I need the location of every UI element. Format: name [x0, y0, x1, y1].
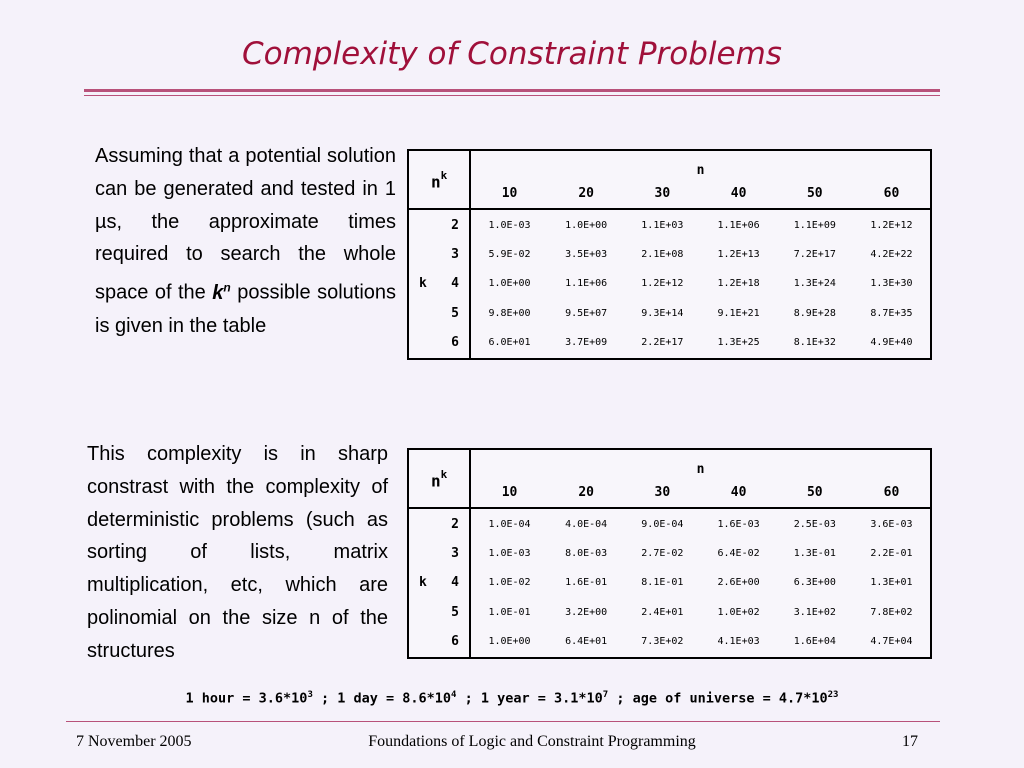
table-cell: 9.0E-04: [641, 518, 684, 530]
table-cell: 1.3E+24: [793, 278, 836, 290]
kn-expression: $k^n$: [212, 280, 231, 304]
table-cell: 8.7E+35: [870, 307, 913, 319]
table-cell: 1.2E+18: [717, 278, 760, 290]
column-header: 30: [624, 178, 700, 209]
table-cell: 3.6E-03: [870, 518, 913, 530]
table-cell: 2.2E+17: [641, 337, 684, 349]
table-cell: 7.3E+02: [641, 636, 684, 648]
table-cell: 1.2E+12: [870, 219, 913, 231]
table-row: [408, 598, 931, 627]
table-cell: 1.2E+12: [641, 278, 684, 290]
row-header: 2: [408, 508, 470, 539]
table-cell: 4.7E+04: [870, 636, 913, 648]
table-cell: 1.0E+00: [488, 636, 531, 648]
table-cell: 2.1E+08: [641, 249, 684, 261]
table-cell: 8.1E+32: [793, 337, 836, 349]
table-cell: 1.6E-01: [565, 577, 608, 589]
table-cell: 4.1E+03: [717, 636, 760, 648]
column-header: 40: [700, 477, 776, 508]
table-row: [408, 328, 931, 359]
table-cell: 2.5E-03: [793, 518, 836, 530]
table-cell: 6.0E+01: [488, 337, 531, 349]
table-cell: 6.4E+01: [565, 636, 608, 648]
table-cell: 1.6E-03: [717, 518, 760, 530]
table-cell: 2.7E-02: [641, 548, 684, 560]
column-header: 60: [853, 178, 931, 209]
table-cell: 1.6E+04: [793, 636, 836, 648]
column-header: 40: [700, 178, 776, 209]
row-header: 2: [408, 209, 470, 240]
row-header: 6: [408, 627, 470, 658]
table-cell: 7.2E+17: [793, 249, 836, 261]
contrast-paragraph: This complexity is in sharp constrast with the complexity of deterministic problems (such as sorting of lists, matrix multiplication, etc, which are polinomial on the size n of the structures: [87, 443, 388, 662]
intro-text-end: possible solutions is given in the table: [95, 281, 397, 337]
table-cell: 1.1E+06: [565, 278, 608, 290]
table-cell: 8.9E+28: [793, 307, 836, 319]
intro-paragraph: [95, 140, 396, 342]
column-header: 30: [624, 477, 700, 508]
row-header: 6: [408, 328, 470, 359]
table-cell: 5.9E-02: [488, 249, 531, 261]
title-divider: [84, 89, 940, 92]
table-cell: 1.3E+30: [870, 278, 913, 290]
table-row: [408, 627, 931, 658]
table-cell: 2.6E+00: [717, 577, 760, 589]
table-cell: 3.1E+02: [793, 606, 836, 618]
row-header: 5: [408, 598, 470, 627]
table-row: [408, 568, 931, 597]
column-header: 50: [777, 178, 853, 209]
table-cell: 2.4E+01: [641, 606, 684, 618]
table-cell: 3.7E+09: [565, 337, 608, 349]
footer-date: 7 November 2005: [76, 733, 192, 750]
table-cell: 1.0E-02: [488, 577, 531, 589]
table-cell: 8.1E-01: [641, 577, 684, 589]
table-cell: 1.0E-03: [488, 219, 531, 231]
n-header: n: [696, 163, 705, 178]
table-cell: 6.4E-02: [717, 548, 760, 560]
table-cell: 1.1E+06: [717, 219, 760, 231]
table-row: [408, 269, 931, 298]
table-cell: 1.1E+09: [793, 219, 836, 231]
polynomial-times-table: [407, 448, 932, 659]
corner-label: $n^k$: [408, 150, 470, 209]
table-cell: 1.3E-01: [793, 548, 836, 560]
table-cell: 1.1E+03: [641, 219, 684, 231]
row-header: k 4: [408, 568, 470, 597]
k-axis-label: k: [419, 276, 427, 292]
table-cell: 4.9E+40: [870, 337, 913, 349]
table-cell: 4.0E-04: [565, 518, 608, 530]
table-cell: 2.2E-01: [870, 548, 913, 560]
time-units-footnote: 1 hour = $3.6*10^3$ ; 1 day = $8.6*10^4$ ; 1 year = $3.1*10^7$ ; age of universe = $4.7*10^{23}$: [185, 690, 839, 707]
column-header: 50: [777, 477, 853, 508]
table-cell: 1.0E+00: [565, 219, 608, 231]
table-cell: 3.5E+03: [565, 249, 608, 261]
table-cell: 9.3E+14: [641, 307, 684, 319]
table-cell: 1.0E-04: [488, 518, 531, 530]
table-cell: 7.8E+02: [870, 606, 913, 618]
table-cell: 3.2E+00: [565, 606, 608, 618]
table-row: [408, 508, 931, 539]
table-cell: 1.3E+01: [870, 577, 913, 589]
row-header: k 4: [408, 269, 470, 298]
footer-divider: [66, 721, 940, 722]
table-cell: 8.0E-03: [565, 548, 608, 560]
corner-label: $n^k$: [408, 449, 470, 508]
table-cell: 9.5E+07: [565, 307, 608, 319]
slide-title: Complexity of Constraint Problems: [242, 36, 782, 72]
table-cell: 1.0E+02: [717, 606, 760, 618]
column-header: 60: [853, 477, 931, 508]
row-header: 5: [408, 299, 470, 328]
column-header: 10: [470, 178, 548, 209]
table-row: [408, 240, 931, 269]
row-header: 3: [408, 240, 470, 269]
table-row: [408, 209, 931, 240]
column-header: 20: [548, 477, 624, 508]
intro-text: Assuming that a potential solution can be generated and tested in 1 µs, the approximate times required to search the whole space of the: [95, 145, 396, 304]
table-cell: 1.0E-01: [488, 606, 531, 618]
page-number: 17: [902, 733, 918, 750]
table-cell: 9.8E+00: [488, 307, 531, 319]
table-cell: 1.3E+25: [717, 337, 760, 349]
table-row: [408, 539, 931, 568]
table-cell: 6.3E+00: [793, 577, 836, 589]
exponential-times-table: [407, 149, 932, 360]
row-header: 3: [408, 539, 470, 568]
table-cell: 1.2E+13: [717, 249, 760, 261]
table-row: [408, 299, 931, 328]
column-header: 10: [470, 477, 548, 508]
table-cell: 1.0E+00: [488, 278, 531, 290]
table-cell: 9.1E+21: [717, 307, 760, 319]
k-axis-label: k: [419, 575, 427, 591]
column-header: 20: [548, 178, 624, 209]
title-divider-thin: [84, 95, 940, 96]
n-header: n: [696, 462, 705, 477]
table-cell: 1.0E-03: [488, 548, 531, 560]
footer-course: Foundations of Logic and Constraint Programming: [368, 733, 696, 750]
table-cell: 4.2E+22: [870, 249, 913, 261]
